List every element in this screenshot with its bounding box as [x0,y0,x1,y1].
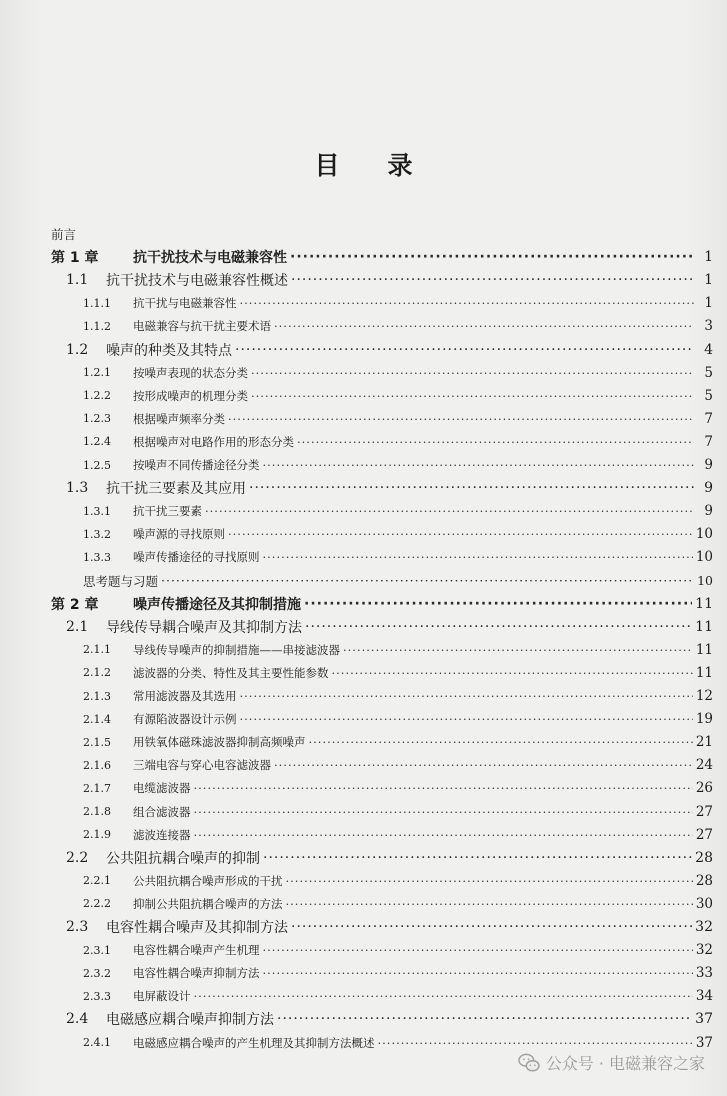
watermark-text: 公众号 · 电磁兼容之家 [545,1054,705,1073]
toc-number: 2.1.6 [83,758,111,772]
toc-leader-dots [332,666,693,680]
toc-number: 2.3.1 [83,943,111,957]
toc-leader-dots [194,781,693,795]
toc-number: 2.1.8 [83,805,111,818]
toc-page-number: 9 [704,457,713,473]
toc-section-row [66,269,713,291]
toc-page-number: 28 [695,849,713,866]
toc-title: 噪声传播途径的寻找原则 [133,550,260,565]
toc-page-number: 33 [695,965,713,982]
toc-title: 抗干扰与电磁兼容性 [133,296,237,311]
toc-page-number: 10 [697,573,713,588]
toc-subsection-row [83,801,713,823]
toc-title: 抗干扰三要素及其应用 [106,481,246,498]
toc-leader-dots [251,389,694,403]
toc-title: 按形成噪声的机理分类 [133,388,248,403]
toc-page-number: 32 [695,942,713,959]
toc-leader-dots [251,366,694,380]
toc-subsection-row [83,824,713,846]
toc-leader-dots [194,989,693,1003]
toc-title: 电磁感应耦合噪声的产生机理及其抑制方法概述 [133,1035,375,1050]
toc-title: 三端电容与穿心电容滤波器 [133,758,271,773]
toc-leader-dots [228,412,694,426]
toc-leader-dots [249,480,694,496]
toc-leader-dots [277,1011,692,1027]
toc-leader-dots [286,897,693,911]
toc-title: 电容性耦合噪声抑制方法 [133,966,260,981]
toc-number: 2.1.3 [83,689,111,703]
wechat-icon [518,1053,540,1073]
toc-page-number: 1 [704,295,713,312]
toc-page-number: 26 [695,780,713,797]
toc-leader-dots [305,619,692,635]
page-title [0,146,727,182]
toc-page-number: 4 [704,341,713,358]
toc-title: 根据噪声对电路作用的形态分类 [133,434,294,449]
toc-page-number: 12 [695,688,713,704]
toc-leader-dots [378,1036,693,1050]
toc-subsection-row [83,431,713,453]
toc-title: 思考题与习题 [83,573,159,589]
toc-page-number: 1 [704,249,713,266]
toc-leader-dots [286,874,693,888]
toc-page-number: 5 [704,387,713,404]
toc-number: 1.2 [66,341,89,358]
toc-subsection-row [83,385,713,407]
toc-section-row [66,916,713,938]
toc-number: 2.1 [66,618,89,635]
toc-subsection-row [83,500,713,522]
toc-title: 电屏蔽设计 [133,989,191,1004]
toc-leader-dots [263,966,693,980]
toc-number: 2.1.9 [83,828,111,842]
toc-page-number: 7 [704,433,713,450]
toc-number: 2.4.1 [83,1036,111,1049]
toc-subsection-row [83,523,713,545]
toc-leader-dots [274,319,694,333]
toc-page-number: 37 [695,1011,713,1028]
toc-number: 第 2 章 [51,596,99,613]
toc-number: 1.2.5 [83,458,111,472]
toc-leader-dots [161,573,694,588]
toc-number: 2.3.3 [83,989,111,1003]
toc-number: 2.1.1 [83,643,111,657]
toc-number: 1.3.3 [83,550,111,564]
toc-title: 导线传导噪声的抑制措施——串接滤波器 [133,642,340,657]
title-char-1: 目 [314,151,340,180]
toc-title: 公共阻抗耦合噪声的抑制 [106,850,260,867]
toc-section-row [66,1008,713,1030]
toc-number: 2.2.1 [83,874,111,888]
toc-title: 常用滤波器及其选用 [133,689,237,703]
toc-subsection-row [83,408,713,430]
toc-leader-dots [274,758,693,772]
toc-number: 2.1.4 [83,712,111,726]
toc-leader-dots [240,712,693,726]
toc-title: 抗干扰技术与电磁兼容性概述 [106,273,288,290]
toc-number: 1.2.3 [83,412,111,426]
toc-page-number: 9 [704,503,713,520]
toc-leader-dots [240,689,693,703]
toc-subsection-row [83,292,713,314]
toc-page-number: 11 [695,595,713,612]
toc-title: 滤波连接器 [133,827,191,842]
toc-leader-dots [309,735,693,749]
toc-subsection-row [83,454,713,476]
toc-page-number: 11 [695,618,713,635]
toc-page-number: 30 [695,895,713,912]
toc-title: 滤波器的分类、特性及其主要性能参数 [133,665,329,680]
toc-title: 组合滤波器 [133,804,191,819]
toc-number: 1.2.1 [83,366,111,380]
toc-title: 公共阻抗耦合噪声形成的干扰 [133,873,283,888]
toc-page-number: 10 [695,549,713,566]
toc-leader-dots [240,296,695,310]
toc-subsection-row [83,731,713,753]
toc-subsection-row [83,362,713,384]
toc-number: 2.2 [66,849,89,866]
toc-page-number: 19 [695,711,713,728]
toc-section-row [66,616,713,638]
toc-subsection-row [83,662,713,684]
watermark [518,1051,705,1074]
toc-number: 1.1 [66,272,89,289]
toc-title: 按噪声不同传播途径分类 [133,458,260,472]
toc-title: 前言 [51,227,77,242]
toc-title: 噪声的种类及其特点 [106,342,232,359]
toc-page-number: 32 [695,919,713,935]
toc-subsection-row [83,893,713,915]
toc-leader-dots [263,458,695,472]
toc-number: 2.3 [66,919,89,935]
toc-leader-dots [291,919,692,935]
toc-title: 导线传导耦合噪声及其抑制方法 [106,619,302,636]
toc-number: 2.1.5 [83,735,111,749]
toc-page-number: 27 [695,803,713,820]
toc-subsection-row [83,777,713,799]
toc-title: 电磁兼容与抗干扰主要术语 [133,319,271,334]
toc-subsection-row [83,546,713,568]
toc-subsection-row [83,708,713,730]
toc-leader-dots [228,527,693,541]
toc-subsection-row [83,754,713,776]
toc-section-row [66,339,713,361]
toc-number: 1.2.4 [83,435,111,449]
toc-page-number: 11 [695,641,713,658]
toc-title: 用铁氧体磁珠滤波器抑制高频噪声 [133,735,306,750]
toc-page-number: 21 [695,734,713,751]
toc-title: 噪声传播途径及其抑制措施 [133,596,301,613]
toc-item-row [83,570,713,592]
toc-leader-dots [205,504,694,518]
toc-subsection-row [83,639,713,661]
toc-leader-dots [194,828,693,842]
toc-leader-dots [291,272,694,288]
toc-page-number: 10 [695,526,713,543]
toc-section-row [66,477,713,499]
toc-number: 2.3.2 [83,966,111,980]
toc-leader-dots [290,249,694,265]
toc-page-number: 24 [695,757,713,774]
toc-section-row [66,847,713,869]
toc-title: 抑制公共阻抗耦合噪声的方法 [133,896,283,911]
toc-title: 电缆滤波器 [133,781,191,796]
toc-number: 第 1 章 [51,250,99,267]
toc-number: 1.1.2 [83,319,111,333]
toc-number: 2.2.2 [83,897,111,911]
toc-number: 2.4 [66,1011,89,1028]
toc-title: 电磁感应耦合噪声抑制方法 [106,1012,274,1029]
toc-leader-dots [297,435,694,449]
toc-leader-dots [263,943,693,957]
toc-title: 电容性耦合噪声产生机理 [133,943,260,958]
toc-title: 按噪声表现的状态分类 [133,365,248,380]
toc-number: 1.1.1 [83,296,111,310]
toc-leader-dots [263,850,692,866]
toc-page-number: 28 [695,872,713,889]
toc-number: 1.3.1 [83,504,111,518]
toc-page-number: 11 [695,664,713,681]
toc-subsection-row [83,315,713,337]
title-char-2: 录 [387,151,413,180]
toc-page-number: 27 [695,826,713,843]
toc-number: 2.1.2 [83,666,111,680]
toc-subsection-row [83,685,713,707]
toc-subsection-row [83,939,713,961]
toc-number: 1.3 [66,480,89,497]
toc-page-number: 5 [704,364,713,381]
toc-page-number: 7 [704,410,713,427]
toc-leader-dots [343,643,693,657]
toc-leader-dots [194,805,693,819]
toc-subsection-row [83,870,713,892]
toc-subsection-row [83,962,713,984]
toc-number: 1.2.2 [83,389,111,403]
toc-title: 噪声源的寻找原则 [133,527,225,542]
toc-leader-dots [304,596,692,612]
toc-number: 2.1.7 [83,781,111,795]
toc-title: 根据噪声频率分类 [133,411,225,426]
toc-title: 抗干扰三要素 [133,504,202,519]
toc-title: 有源陷波器设计示例 [133,712,237,727]
toc-page-number: 34 [695,988,713,1005]
toc-leader-dots [263,550,693,564]
toc-chapter-row [51,246,713,268]
toc-page-number: 37 [695,1034,713,1051]
toc-title: 抗干扰技术与电磁兼容性 [133,250,287,267]
toc-item-row [51,223,713,245]
toc-leader-dots [235,342,694,358]
toc-page-number: 1 [704,272,713,289]
toc-page-number: 9 [704,480,713,497]
toc-title: 电容性耦合噪声及其抑制方法 [106,920,288,936]
toc-page-number: 3 [704,318,713,335]
toc-number: 1.3.2 [83,527,111,541]
toc-subsection-row [83,985,713,1007]
toc-chapter-row [51,593,713,615]
